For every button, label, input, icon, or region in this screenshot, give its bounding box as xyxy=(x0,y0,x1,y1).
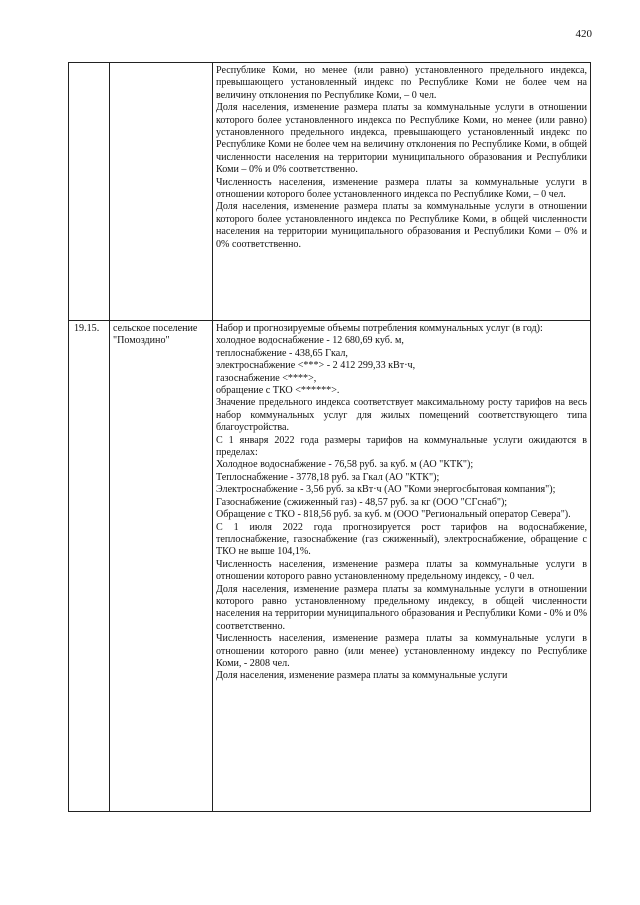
row-number-cell xyxy=(69,63,110,321)
paragraph: газоснабжение <****>, xyxy=(216,372,317,384)
description-cell xyxy=(213,321,591,812)
paragraph: теплоснабжение - 438,65 Гкал, xyxy=(216,347,348,359)
settlement-name-cell xyxy=(110,63,213,321)
settlement-name-cell: сельское поселение "Помоздино" xyxy=(110,321,213,812)
document-table xyxy=(68,62,591,812)
table-row xyxy=(69,321,591,812)
page-number: 420 xyxy=(575,28,592,40)
paragraph: Доля населения, изменение размера платы за коммунальные услуги в отношении которого более установленного индекса по Республике Коми, в общей численности населения на территории муниципального образования и Республики Коми – 0% и 0% соответственно. xyxy=(216,201,587,250)
row-number-cell: 19.15. xyxy=(69,321,110,812)
description-cell xyxy=(213,63,591,321)
paragraph: Доля населения, изменение размера платы за коммунальные услуги в отношении которого более установленного индекса по Республике Коми, но менее (или равно) установленного предельного индекса, превышающего установленный индекс по Республике Коми не более чем на величину отклонения по Республике Коми, в общей численности населения на территории муниципального образования и Республики Коми – 0% и 0% соответственно. xyxy=(216,102,587,176)
paragraph: Численность населения, изменение размера платы за коммунальные услуги в отношении которого равно установленному предельному индексу, - 0 чел. xyxy=(216,558,587,583)
paragraph: С 1 января 2022 года размеры тарифов на коммунальные услуги ожидаются в пределах: xyxy=(216,434,587,459)
paragraph: Теплоснабжение - 3778,18 руб. за Гкал (АО "КТК"); xyxy=(216,471,440,483)
paragraph: Набор и прогнозируемые объемы потребления коммунальных услуг (в год): xyxy=(216,323,543,334)
paragraph: Электроснабжение - 3,56 руб. за кВт·ч (АО "Коми энергосбытовая компания"); xyxy=(216,484,556,496)
paragraph: Доля населения, изменение размера платы за коммунальные услуги xyxy=(216,670,508,682)
paragraph: Численность населения, изменение размера платы за коммунальные услуги в отношении которого равно (или менее) установленному индексу по Республике Коми, - 2808 чел. xyxy=(216,633,587,669)
table-row xyxy=(69,63,591,321)
paragraph: С 1 июля 2022 года прогнозируется рост тарифов на водоснабжение, теплоснабжение, газоснабжение (газ сжиженный), электроснабжение, обращение с ТКО не выше 104,1%. xyxy=(216,521,587,558)
paragraph: Значение предельного индекса соответствует максимальному росту тарифов на весь набор коммунальных услуг для жилых помещений соответствующего типа благоустройства. xyxy=(216,397,587,434)
paragraph: Холодное водоснабжение - 76,58 руб. за куб. м (АО "КТК"); xyxy=(216,459,474,471)
paragraph: Численность населения, изменение размера платы за коммунальные услуги в отношении которого более установленного индекса по Республике Коми, – 0 чел. xyxy=(216,176,587,201)
paragraph: Газоснабжение (сжиженный газ) - 48,57 руб. за кг (ООО "СГснаб"); xyxy=(216,496,508,508)
paragraph: электроснабжение <***> - 2 412 299,33 кВт·ч, xyxy=(216,360,416,372)
paragraph: обращение с ТКО <******>. xyxy=(216,385,340,397)
paragraph: Обращение с ТКО - 818,56 руб. за куб. м (ООО "Региональный оператор Севера"). xyxy=(216,509,571,521)
paragraph: холодное водоснабжение - 12 680,69 куб. м, xyxy=(216,335,404,347)
paragraph: Республике Коми, но менее (или равно) установленного предельного индекса, превышающего установленный индекс по Республике Коми не более чем на величину отклонения по Республике Коми, – 0 чел. xyxy=(216,65,587,101)
paragraph: Доля населения, изменение размера платы за коммунальные услуги в отношении которого равно установленному предельному индексу, в общей численности населения на территории муниципального образования и Республики Коми - 0% и 0% соответственно. xyxy=(216,583,587,632)
